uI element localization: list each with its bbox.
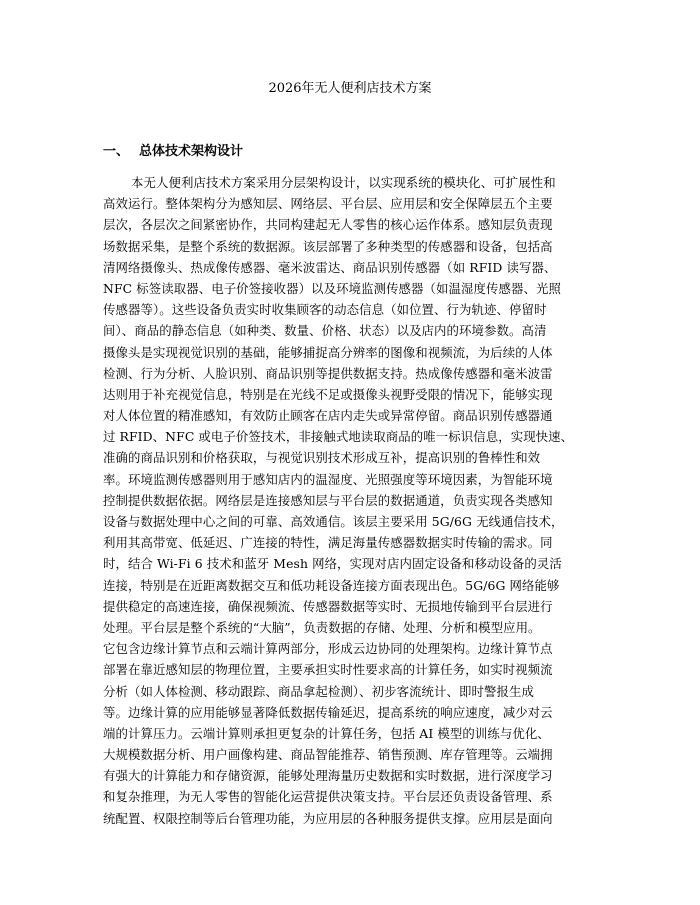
paragraph-line: 部署在靠近感知层的物理位置，主要承担实时性要求高的计算任务，如实时视频流 [103, 662, 553, 678]
paragraph-line: 时，结合 Wi-Fi 6 技术和蓝牙 Mesh 网络，实现对店内固定设备和移动设备的灵活 [103, 556, 562, 572]
paragraph-line: 提供稳定的高速连接，确保视频流、传感器数据等实时、无损地传输到平台层进行 [103, 598, 553, 614]
paragraph-line: 层次，各层次之间紧密协作，共同构建起无人零售的核心运作体系。感知层负责现 [103, 217, 553, 233]
document-title: 2026年无人便利店技术方案 [268, 81, 432, 96]
paragraph-line: 过 RFID、NFC 或电子价签技术，非接触式地读取商品的唯一标识信息，实现快速、 [103, 429, 574, 445]
paragraph-line: 等。边缘计算的应用能够显著降低数据传输延迟，提高系统的响应速度，减少对云 [103, 704, 553, 720]
paragraph-line: NFC 标签读取器、电子价签接收器）以及环境监测传感器（如温湿度传感器、光照 [103, 280, 561, 296]
paragraph-line: 统配置、权限控制等后台管理功能，为应用层的各种服务提供支撑。应用层是面向 [103, 810, 553, 826]
paragraph-line: 高效运行。整体架构分为感知层、网络层、平台层、应用层和安全保障层五个主要 [103, 196, 553, 212]
paragraph-line: 间）、商品的静态信息（如种类、数量、价格、状态）以及店内的环境参数。高清 [103, 323, 547, 339]
paragraph-line: 大规模数据分析、用户画像构建、商品智能推荐、销售预测、库存管理等。云端拥 [103, 747, 553, 763]
paragraph-line: 端的计算压力。云端计算则承担更复杂的计算任务，包括 AI 模型的训练与优化、 [103, 725, 550, 741]
paragraph-line: 场数据采集，是整个系统的数据源。该层部署了多种类型的传感器和设备，包括高 [103, 238, 553, 254]
paragraph-line: 本无人便利店技术方案采用分层架构设计，以实现系统的模块化、可扩展性和 [131, 175, 556, 190]
paragraph-line: 控制提供数据依据。网络层是连接感知层与平台层的数据通道，负责实现各类感知 [103, 492, 553, 508]
section-title: 总体技术架构设计 [139, 144, 244, 159]
paragraph-line: 连接，特别是在近距离数据交互和低功耗设备连接方面表现出色。5G/6G 网络能够 [103, 577, 560, 593]
paragraph-line: 利用其高带宽、低延迟、广连接的特性，满足海量传感器数据实时传输的需求。同 [103, 535, 553, 551]
body-paragraph [103, 172, 599, 829]
paragraph-line: 它包含边缘计算节点和云端计算两部分，形成云边协同的处理架构。边缘计算节点 [103, 641, 553, 657]
paragraph-line: 准确的商品识别和价格获取，与视觉识别技术形成互补，提高识别的鲁棒性和效 [103, 450, 541, 466]
paragraph-line: 率。环境监测传感器则用于感知店内的温湿度、光照强度等环境因素，为智能环境 [103, 471, 553, 487]
section-number: 一、 [103, 144, 130, 159]
paragraph-line: 有强大的计算能力和存储资源，能够处理海量历史数据和实时数据，进行深度学习 [103, 768, 553, 784]
paragraph-line: 对人体位置的精准感知，有效防止顾客在店内走失或异常停留。商品识别传感器通 [103, 408, 553, 424]
section-heading [103, 141, 243, 163]
paragraph-line: 分析（如人体检测、移动跟踪、商品拿起检测）、初步客流统计、即时警报生成 [103, 683, 534, 699]
paragraph-line: 清网络摄像头、热成像传感器、毫米波雷达、商品识别传感器（如 RFID 读写器、 [103, 259, 557, 275]
paragraph-line: 设备与数据处理中心之间的可靠、高效通信。该层主要采用 5G/6G 无线通信技术， [103, 514, 564, 529]
paragraph-line: 检测、行为分析、人脸识别、商品识别等提供数据支持。热成像传感器和毫米波雷 [103, 365, 553, 381]
paragraph-line: 和复杂推理，为无人零售的智能化运营提供决策支持。平台层还负责设备管理、系 [103, 789, 553, 805]
paragraph-line: 传感器等）。这些设备负责实时收集顾客的动态信息（如位置、行为轨迹、停留时 [103, 302, 547, 318]
paragraph-line: 处理。平台层是整个系统的“大脑”，负责数据的存储、处理、分析和模型应用。 [103, 619, 541, 635]
paragraph-line: 摄像头是实现视觉识别的基础，能够捕捉高分辨率的图像和视频流，为后续的人体 [103, 344, 553, 360]
paragraph-line: 达则用于补充视觉信息，特别是在光线不足或摄像头视野受限的情况下，能够实现 [103, 386, 553, 402]
